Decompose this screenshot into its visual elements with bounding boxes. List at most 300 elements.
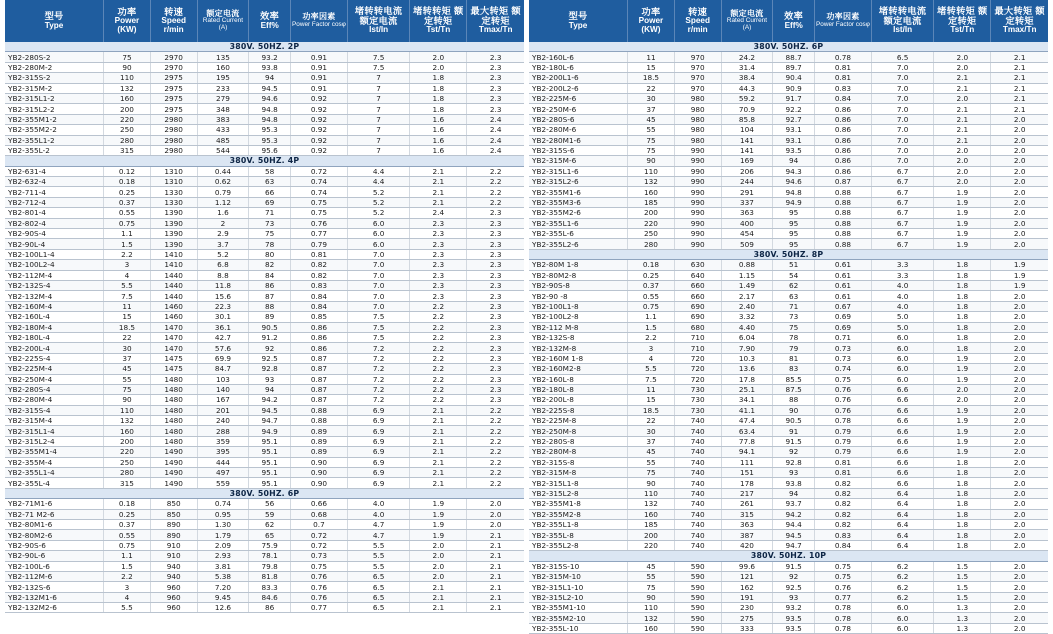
table-cell: 6.7 bbox=[872, 208, 934, 218]
table-cell: 2.1 bbox=[934, 135, 991, 145]
table-cell: 85.5 bbox=[773, 374, 815, 384]
table-cell: 93.7 bbox=[773, 499, 815, 509]
table-cell: 0.76 bbox=[290, 582, 347, 592]
table-cell: 0.83 bbox=[814, 83, 871, 93]
column-header-zh: 额定电流 bbox=[206, 9, 240, 19]
motor-type-cell: YB2-315L2-8 bbox=[529, 488, 628, 498]
table-cell: 0.87 bbox=[290, 384, 347, 394]
right-spec-table bbox=[529, 0, 1048, 634]
table-cell: 960 bbox=[150, 592, 197, 602]
table-cell: 980 bbox=[674, 125, 721, 135]
table-cell: 7.90 bbox=[721, 343, 773, 353]
table-cell: 200 bbox=[628, 530, 675, 540]
table-row bbox=[529, 426, 1048, 436]
table-cell: 1440 bbox=[150, 291, 197, 301]
table-cell: 93.5 bbox=[773, 145, 815, 155]
table-cell: 94.9 bbox=[773, 197, 815, 207]
table-cell: 2.1 bbox=[467, 571, 524, 581]
motor-type-cell: YB2-225M-6 bbox=[529, 93, 628, 103]
column-header-en: Power (KW) bbox=[638, 16, 664, 34]
motor-type-cell: YB2-315S-4 bbox=[5, 405, 104, 415]
table-cell: 1410 bbox=[150, 249, 197, 259]
table-cell: 37 bbox=[104, 353, 151, 363]
table-cell: 0.25 bbox=[104, 187, 151, 197]
table-cell: 2970 bbox=[150, 62, 197, 72]
table-cell: 2.3 bbox=[467, 270, 524, 280]
table-cell: 0.74 bbox=[290, 187, 347, 197]
table-cell: 1440 bbox=[150, 280, 197, 290]
table-cell: 2.0 bbox=[934, 384, 991, 394]
table-cell: 0.95 bbox=[197, 509, 249, 519]
right-spec-table-panel bbox=[529, 0, 1048, 634]
table-cell: 8.8 bbox=[197, 270, 249, 280]
table-cell: 0.81 bbox=[814, 62, 871, 72]
table-cell: 2975 bbox=[150, 83, 197, 93]
table-cell: 990 bbox=[674, 239, 721, 249]
table-cell: 850 bbox=[150, 499, 197, 509]
table-cell: 90.4 bbox=[773, 73, 815, 83]
table-row bbox=[5, 239, 524, 249]
table-cell: 7.5 bbox=[348, 312, 410, 322]
table-cell: 6.5 bbox=[348, 582, 410, 592]
table-cell: 7.5 bbox=[348, 62, 410, 72]
column-header bbox=[150, 0, 197, 42]
table-row bbox=[5, 104, 524, 114]
table-cell: 990 bbox=[674, 208, 721, 218]
table-cell: 0.92 bbox=[290, 104, 347, 114]
table-cell: 71 bbox=[249, 208, 291, 218]
table-cell: 84 bbox=[249, 270, 291, 280]
table-cell: 250 bbox=[104, 125, 151, 135]
table-cell: 6.6 bbox=[872, 478, 934, 488]
table-cell: 730 bbox=[674, 384, 721, 394]
table-cell: 1.8 bbox=[934, 540, 991, 550]
table-cell: 1.9 bbox=[991, 270, 1048, 280]
table-cell: 2.0 bbox=[991, 416, 1048, 426]
table-cell: 279 bbox=[197, 93, 249, 103]
table-cell: 590 bbox=[674, 623, 721, 633]
motor-type-cell: YB2-132M-4 bbox=[5, 291, 104, 301]
table-cell: 6.0 bbox=[872, 343, 934, 353]
table-cell: 1.9 bbox=[934, 208, 991, 218]
table-cell: 2.3 bbox=[467, 301, 524, 311]
table-cell: 1.9 bbox=[934, 405, 991, 415]
table-cell: 2.3 bbox=[467, 62, 524, 72]
table-cell: 94.6 bbox=[773, 177, 815, 187]
table-cell: 910 bbox=[150, 540, 197, 550]
table-cell: 93.8 bbox=[249, 62, 291, 72]
table-cell: 11 bbox=[104, 301, 151, 311]
motor-type-cell: YB2-100L1-4 bbox=[5, 249, 104, 259]
table-cell: 444 bbox=[197, 457, 249, 467]
table-cell: 1460 bbox=[150, 301, 197, 311]
table-cell: 95.3 bbox=[249, 135, 291, 145]
table-cell: 3 bbox=[104, 582, 151, 592]
table-cell: 1390 bbox=[150, 229, 197, 239]
table-cell: 2.0 bbox=[991, 177, 1048, 187]
table-cell: 2.0 bbox=[934, 93, 991, 103]
motor-type-cell: YB2-355M1-8 bbox=[529, 499, 628, 509]
table-cell: 1.9 bbox=[991, 280, 1048, 290]
table-cell: 0.77 bbox=[290, 603, 347, 613]
table-cell: 2.3 bbox=[467, 395, 524, 405]
table-cell: 1.30 bbox=[197, 519, 249, 529]
table-cell: 94.6 bbox=[249, 93, 291, 103]
table-cell: 2.1 bbox=[410, 426, 467, 436]
table-cell: 88 bbox=[249, 301, 291, 311]
table-cell: 4.7 bbox=[348, 519, 410, 529]
column-header bbox=[348, 0, 410, 42]
table-cell: 7.0 bbox=[872, 114, 934, 124]
table-cell: 2.2 bbox=[467, 457, 524, 467]
table-cell: 0.82 bbox=[814, 488, 871, 498]
table-cell: 141 bbox=[721, 135, 773, 145]
motor-type-cell: YB2-90S-8 bbox=[529, 280, 628, 290]
table-cell: 0.89 bbox=[290, 436, 347, 446]
table-row bbox=[529, 197, 1048, 207]
table-cell: 2.0 bbox=[991, 561, 1048, 571]
motor-type-cell: YB2-90 -8 bbox=[529, 291, 628, 301]
table-cell: 1330 bbox=[150, 187, 197, 197]
table-cell: 1.8 bbox=[934, 291, 991, 301]
table-cell: 0.66 bbox=[290, 499, 347, 509]
section-header-row bbox=[5, 488, 524, 498]
table-cell: 1.6 bbox=[410, 114, 467, 124]
table-cell: 4.0 bbox=[348, 509, 410, 519]
motor-type-cell: YB2-355M1-6 bbox=[529, 187, 628, 197]
table-cell: 82 bbox=[249, 260, 291, 270]
table-row bbox=[529, 374, 1048, 384]
table-cell: 94.7 bbox=[249, 416, 291, 426]
motor-type-cell: YB2-180L-8 bbox=[529, 384, 628, 394]
table-cell: 0.71 bbox=[814, 332, 871, 342]
table-cell: 2.1 bbox=[467, 603, 524, 613]
table-cell: 395 bbox=[197, 447, 249, 457]
table-cell: 2.1 bbox=[934, 125, 991, 135]
table-cell: 45 bbox=[628, 561, 675, 571]
table-row bbox=[5, 405, 524, 415]
table-cell: 6.9 bbox=[348, 478, 410, 488]
table-cell: 2.3 bbox=[467, 73, 524, 83]
table-cell: 0.55 bbox=[628, 291, 675, 301]
table-cell: 337 bbox=[721, 197, 773, 207]
table-cell: 6.0 bbox=[348, 229, 410, 239]
table-cell: 2.0 bbox=[991, 395, 1048, 405]
table-cell: 93 bbox=[773, 592, 815, 602]
table-cell: 95 bbox=[773, 229, 815, 239]
table-cell: 7 bbox=[348, 104, 410, 114]
table-cell: 2.9 bbox=[197, 229, 249, 239]
table-cell: 2.93 bbox=[197, 551, 249, 561]
table-cell: 7.5 bbox=[104, 291, 151, 301]
motor-type-cell: YB2-355L-6 bbox=[529, 229, 628, 239]
table-cell: 2.0 bbox=[991, 312, 1048, 322]
table-cell: 201 bbox=[197, 405, 249, 415]
motor-type-cell: YB2-132S-8 bbox=[529, 332, 628, 342]
table-cell: 6.0 bbox=[872, 353, 934, 363]
table-cell: 93.8 bbox=[773, 478, 815, 488]
table-cell: 990 bbox=[674, 218, 721, 228]
table-cell: 6.9 bbox=[348, 405, 410, 415]
table-cell: 2.0 bbox=[991, 343, 1048, 353]
table-cell: 0.77 bbox=[814, 592, 871, 602]
table-cell: 2.0 bbox=[991, 291, 1048, 301]
table-cell: 970 bbox=[674, 73, 721, 83]
column-header-en: Eff% bbox=[784, 20, 803, 30]
table-cell: 6.4 bbox=[872, 488, 934, 498]
table-cell: 0.92 bbox=[290, 125, 347, 135]
table-row bbox=[529, 613, 1048, 623]
table-cell: 89.7 bbox=[773, 62, 815, 72]
table-cell: 2.1 bbox=[934, 114, 991, 124]
table-cell: 110 bbox=[628, 166, 675, 176]
table-cell: 590 bbox=[674, 603, 721, 613]
table-row bbox=[529, 93, 1048, 103]
table-row bbox=[529, 312, 1048, 322]
table-cell: 0.55 bbox=[104, 530, 151, 540]
table-cell: 0.75 bbox=[814, 571, 871, 581]
table-cell: 1.8 bbox=[934, 312, 991, 322]
motor-type-cell: YB2-225S-8 bbox=[529, 405, 628, 415]
table-cell: 95.1 bbox=[249, 457, 291, 467]
table-cell: 73 bbox=[773, 312, 815, 322]
table-row bbox=[5, 364, 524, 374]
table-cell: 0.92 bbox=[290, 114, 347, 124]
table-cell: 2.3 bbox=[467, 52, 524, 62]
table-cell: 83 bbox=[773, 364, 815, 374]
motor-type-cell: YB2-315L1-6 bbox=[529, 166, 628, 176]
table-row bbox=[5, 291, 524, 301]
column-header-en: Type bbox=[44, 20, 64, 30]
table-cell: 0.86 bbox=[290, 332, 347, 342]
table-cell: 69.9 bbox=[197, 353, 249, 363]
table-cell: 0.61 bbox=[814, 280, 871, 290]
table-row bbox=[5, 468, 524, 478]
motor-type-cell: YB2-180M-4 bbox=[5, 322, 104, 332]
table-cell: 2.0 bbox=[991, 114, 1048, 124]
section-title: 380V. 50HZ. 6P bbox=[5, 488, 524, 498]
table-cell: 2.0 bbox=[991, 145, 1048, 155]
table-cell: 990 bbox=[674, 166, 721, 176]
table-cell: 244 bbox=[721, 177, 773, 187]
table-cell: 0.78 bbox=[814, 623, 871, 633]
motor-type-cell: YB2-315L1-4 bbox=[5, 426, 104, 436]
table-cell: 2.1 bbox=[410, 436, 467, 446]
table-row bbox=[5, 135, 524, 145]
table-cell: 6.4 bbox=[872, 499, 934, 509]
table-cell: 2.0 bbox=[991, 218, 1048, 228]
table-row bbox=[5, 582, 524, 592]
table-cell: 1490 bbox=[150, 478, 197, 488]
table-cell: 38.4 bbox=[721, 73, 773, 83]
table-cell: 0.76 bbox=[290, 571, 347, 581]
table-cell: 0.12 bbox=[104, 166, 151, 176]
column-header bbox=[249, 0, 291, 42]
table-row bbox=[5, 592, 524, 602]
table-cell: 363 bbox=[721, 208, 773, 218]
table-cell: 2.2 bbox=[410, 384, 467, 394]
table-cell: 132 bbox=[104, 83, 151, 93]
table-cell: 92.8 bbox=[773, 457, 815, 467]
table-cell: 630 bbox=[674, 260, 721, 270]
column-header bbox=[773, 0, 815, 42]
table-cell: 2.0 bbox=[991, 208, 1048, 218]
motor-type-cell: YB2-132M1-6 bbox=[5, 592, 104, 602]
table-row bbox=[529, 52, 1048, 62]
table-cell: 6.5 bbox=[872, 52, 934, 62]
table-cell: 0.81 bbox=[290, 249, 347, 259]
table-cell: 94.4 bbox=[773, 519, 815, 529]
table-cell: 740 bbox=[674, 457, 721, 467]
table-cell: 1.9 bbox=[934, 187, 991, 197]
table-cell: 94.5 bbox=[773, 530, 815, 540]
table-cell: 95.1 bbox=[249, 447, 291, 457]
motor-type-cell: YB2-225M-4 bbox=[5, 364, 104, 374]
table-cell: 1.8 bbox=[410, 73, 467, 83]
table-cell: 0.76 bbox=[814, 405, 871, 415]
table-cell: 1310 bbox=[150, 177, 197, 187]
motor-type-cell: YB2-355L2-6 bbox=[529, 239, 628, 249]
table-row bbox=[5, 197, 524, 207]
table-cell: 160 bbox=[628, 187, 675, 197]
table-cell: 0.86 bbox=[290, 343, 347, 353]
table-cell: 990 bbox=[674, 187, 721, 197]
table-cell: 7.2 bbox=[348, 395, 410, 405]
table-cell: 230 bbox=[721, 603, 773, 613]
table-cell: 93.5 bbox=[773, 623, 815, 633]
motor-type-cell: YB2-355M1-2 bbox=[5, 114, 104, 124]
table-cell: 0.67 bbox=[814, 301, 871, 311]
table-cell: 2.0 bbox=[991, 478, 1048, 488]
table-cell: 980 bbox=[674, 104, 721, 114]
table-cell: 2.3 bbox=[467, 239, 524, 249]
table-cell: 2.3 bbox=[467, 218, 524, 228]
table-cell: 2975 bbox=[150, 93, 197, 103]
motor-type-cell: YB2-200L-4 bbox=[5, 343, 104, 353]
table-cell: 1.6 bbox=[410, 135, 467, 145]
table-cell: 240 bbox=[197, 416, 249, 426]
motor-type-cell: YB2-100L-6 bbox=[5, 561, 104, 571]
table-cell: 95.1 bbox=[249, 436, 291, 446]
table-cell: 2.4 bbox=[467, 145, 524, 155]
table-cell: 0.76 bbox=[814, 395, 871, 405]
table-cell: 2.2 bbox=[467, 416, 524, 426]
table-cell: 7 bbox=[348, 93, 410, 103]
table-cell: 0.82 bbox=[290, 260, 347, 270]
table-row bbox=[5, 530, 524, 540]
table-cell: 88.7 bbox=[773, 52, 815, 62]
table-row bbox=[529, 519, 1048, 529]
table-cell: 0.86 bbox=[814, 145, 871, 155]
table-row bbox=[529, 457, 1048, 467]
table-cell: 1470 bbox=[150, 322, 197, 332]
table-cell: 2.3 bbox=[467, 83, 524, 93]
table-cell: 2.3 bbox=[467, 353, 524, 363]
column-header-en: Ist/In bbox=[893, 25, 913, 35]
table-cell: 3.3 bbox=[872, 260, 934, 270]
table-row bbox=[529, 62, 1048, 72]
table-cell: 1.5 bbox=[934, 561, 991, 571]
table-cell: 2.2 bbox=[467, 197, 524, 207]
table-cell: 169 bbox=[721, 156, 773, 166]
table-cell: 2.2 bbox=[467, 478, 524, 488]
table-cell: 4 bbox=[628, 353, 675, 363]
table-cell: 0.72 bbox=[290, 166, 347, 176]
table-cell: 0.88 bbox=[290, 416, 347, 426]
table-cell: 7 bbox=[348, 73, 410, 83]
table-cell: 87 bbox=[249, 291, 291, 301]
table-cell: 0.73 bbox=[814, 343, 871, 353]
table-cell: 6.9 bbox=[348, 447, 410, 457]
table-cell: 92.7 bbox=[773, 114, 815, 124]
table-cell: 57.6 bbox=[197, 343, 249, 353]
table-cell: 2.2 bbox=[467, 436, 524, 446]
table-cell: 2.09 bbox=[197, 540, 249, 550]
table-cell: 90 bbox=[628, 592, 675, 602]
table-cell: 25.1 bbox=[721, 384, 773, 394]
table-cell: 990 bbox=[674, 145, 721, 155]
table-header bbox=[529, 0, 1048, 42]
table-cell: 2.0 bbox=[991, 332, 1048, 342]
table-cell: 90 bbox=[628, 156, 675, 166]
table-cell: 5.5 bbox=[348, 540, 410, 550]
motor-type-cell: YB2-355L-10 bbox=[529, 623, 628, 633]
table-cell: 1.8 bbox=[934, 332, 991, 342]
table-cell: 94.5 bbox=[249, 83, 291, 93]
table-cell: 6.7 bbox=[872, 177, 934, 187]
table-cell: 0.92 bbox=[290, 145, 347, 155]
column-header-en: Speed r/min bbox=[161, 16, 186, 34]
column-header-en: Tst/Tn bbox=[426, 25, 451, 35]
table-cell: 0.18 bbox=[104, 177, 151, 187]
table-cell: 81.8 bbox=[249, 571, 291, 581]
table-cell: 2.3 bbox=[467, 104, 524, 114]
table-cell: 2.1 bbox=[410, 592, 467, 602]
table-cell: 2.0 bbox=[991, 125, 1048, 135]
motor-type-cell: YB2-160L-6 bbox=[529, 52, 628, 62]
table-cell: 5.5 bbox=[348, 561, 410, 571]
column-header bbox=[104, 0, 151, 42]
table-cell: 1.9 bbox=[410, 519, 467, 529]
table-cell: 0.62 bbox=[197, 177, 249, 187]
table-cell: 2.2 bbox=[467, 187, 524, 197]
table-cell: 6.0 bbox=[872, 364, 934, 374]
table-cell: 55 bbox=[628, 125, 675, 135]
section-title: 380V. 50HZ. 2P bbox=[5, 42, 524, 52]
table-cell: 160 bbox=[104, 426, 151, 436]
column-header bbox=[991, 0, 1048, 42]
table-row bbox=[529, 488, 1048, 498]
table-cell: 5.2 bbox=[348, 197, 410, 207]
table-cell: 94 bbox=[773, 488, 815, 498]
table-cell: 135 bbox=[197, 52, 249, 62]
motor-type-cell: YB2-250M-6 bbox=[529, 104, 628, 114]
table-cell: 2.2 bbox=[410, 364, 467, 374]
table-cell: 91.2 bbox=[249, 332, 291, 342]
table-cell: 103 bbox=[197, 374, 249, 384]
table-cell: 6.5 bbox=[348, 603, 410, 613]
table-cell: 93.5 bbox=[773, 613, 815, 623]
table-row bbox=[529, 239, 1048, 249]
table-cell: 78 bbox=[773, 332, 815, 342]
table-cell: 94.2 bbox=[773, 509, 815, 519]
table-cell: 55 bbox=[628, 571, 675, 581]
motor-type-cell: YB2-631-4 bbox=[5, 166, 104, 176]
motor-type-cell: YB2-315M-4 bbox=[5, 416, 104, 426]
table-row bbox=[529, 208, 1048, 218]
table-cell: 1470 bbox=[150, 332, 197, 342]
table-cell: 5.5 bbox=[104, 280, 151, 290]
